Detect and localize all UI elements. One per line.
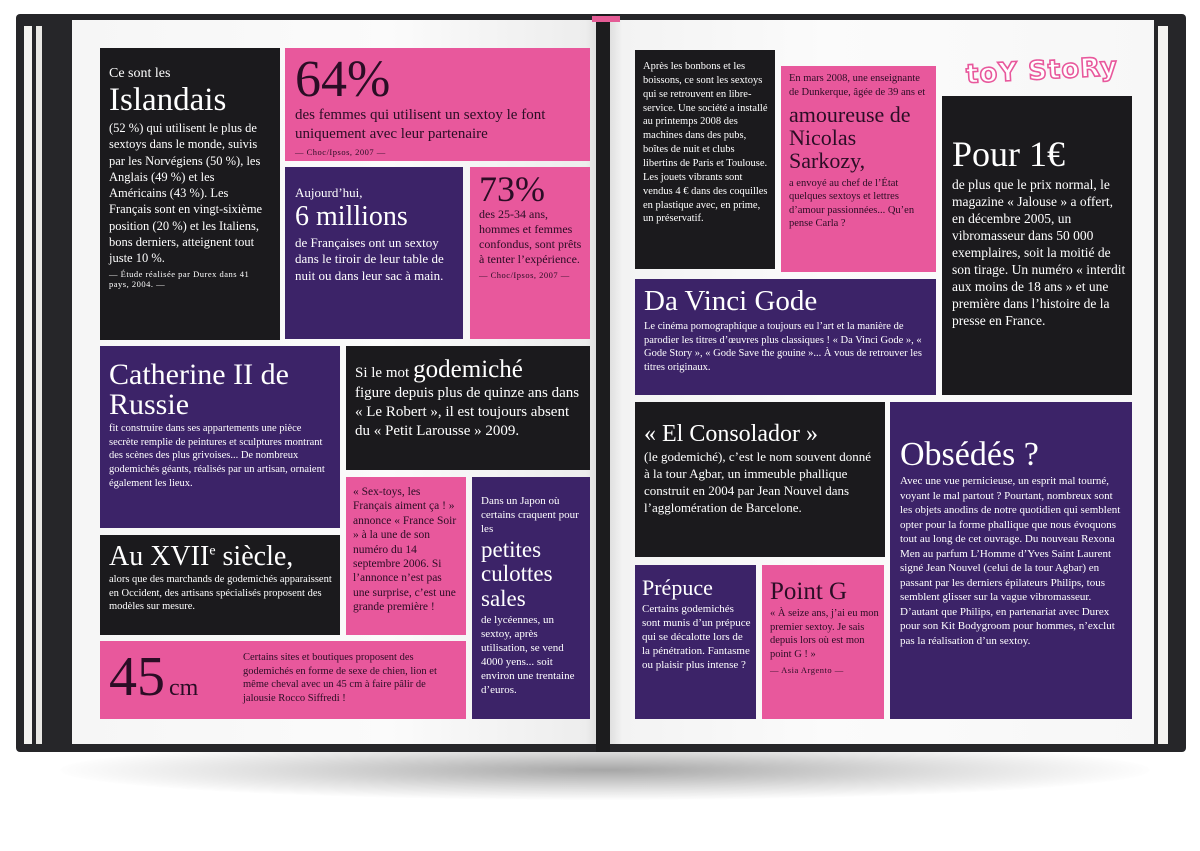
consolador-headline: « El Consolador » <box>644 421 818 447</box>
xvii-headline: Au XVII <box>109 541 210 572</box>
japon-box <box>472 477 590 719</box>
islandais-intro: Ce sont les <box>109 66 171 81</box>
islandais-body: (52 %) qui utilisent le plus de sextoys dans le monde, suivis par les Norvégiens (50 %), les Anglais (49 %) et les Américains (43 %). Les Français sont en vingt-sixième position (20 %) et les Italiens, bons derniers, atteignent tout juste 10 %. <box>109 121 263 265</box>
millions-body: de Françaises ont un sextoy dans le tiroir de leur table de nuit ou dans leur sac à main. <box>295 235 444 283</box>
consolador-body: (le godemiché), c’est le nom souvent donné à la tour Agbar, un immeuble phallique construit en 2004 par Jean Nouvel dans l’agglomération de Barcelone. <box>644 449 872 515</box>
japon-intro: Dans un Japon où certains craquent pour les <box>481 495 579 535</box>
japon-body: de lycéennes, un sextoy, après utilisation, se vend 4000 yens... soit environ une trentaine d’euros. <box>481 613 575 697</box>
davinci-headline: Da Vinci Gode <box>644 285 818 317</box>
un-euro-box <box>942 96 1132 395</box>
pointg-box <box>762 565 884 719</box>
cm-box <box>100 641 466 719</box>
millions-headline: 6 millions <box>295 201 408 232</box>
seventythree-body: des 25-34 ans, hommes et femmes confondus, sont prêts à tenter l’expérience. <box>479 207 582 266</box>
xvii-box <box>100 535 340 635</box>
godemiche-pre: Si le mot <box>355 365 410 381</box>
cm-body: Certains sites et boutiques proposent des godemichés en forme de sexe de chien, lion et même cheval avec un 45 cm à faire pâlir de jalousie Rocco Siffredi ! <box>243 652 437 704</box>
pointg-headline: Point G <box>770 578 848 605</box>
catherine-body: fit construire dans ses appartements une pièce secrète remplie de peintures et sculptures montrant des scènes des plus grivoises... De nombreux godemichés géants, réalisés par un artisan, ornaient également les lieux. <box>109 423 325 489</box>
xvii-body: alors que des marchands de godemichés apparaissent en Occident, des artisans spécialisés proposent des modèles sur mesure. <box>109 574 332 613</box>
japon-headline: petites culottes sales <box>481 537 553 611</box>
prepuce-box <box>635 565 756 719</box>
francesoir-box <box>346 477 466 635</box>
page-edges-right <box>1158 26 1168 744</box>
seventythree-figure: 73% <box>479 169 545 209</box>
pointg-body: « À seize ans, j’ai eu mon premier sextoy. Je sais depuis lors où est mon point G ! » <box>770 608 879 660</box>
consolador-box <box>635 402 885 557</box>
prepuce-body: Certains godemichés sont munis d’un prépuce qui se décalotte lors de la pénétration. Fantasme ou plaisir plus intense ? <box>642 603 751 672</box>
sarkozy-headline: amoureuse de Nicolas Sarkozy, <box>789 102 911 174</box>
godemiche-word: godemiché <box>413 356 523 383</box>
sixtyfour-box <box>285 48 590 161</box>
islandais-headline: Islandais <box>109 82 227 118</box>
catherine-headline: Catherine II de Russie <box>109 358 289 421</box>
godemiche-body: figure depuis plus de quinze ans dans « Le Robert », il est toujours absent du « Petit Larousse » 2009. <box>355 385 580 440</box>
godemiche-box <box>346 346 590 470</box>
page-edges-left-inner <box>36 26 42 744</box>
prepuce-headline: Prépuce <box>642 575 713 600</box>
pointg-source: — Asia Argento — <box>770 664 844 675</box>
obsedes-box <box>890 402 1132 719</box>
davinci-box <box>635 279 936 395</box>
millions-intro: Aujourd’hui, <box>295 185 363 200</box>
toy-story-logo: toY StoRy <box>965 52 1119 90</box>
millions-box <box>285 167 463 339</box>
davinci-body: Le cinéma pornographique a toujours eu l’art et la manière de parodier les titres d’œuvres plus classiques ! « Da Vinci Gode », « Gode Story », « Gode Save the gouine »... À vous de retrouver les titres originaux. <box>644 321 922 373</box>
cm-unit: cm <box>169 675 199 701</box>
sarkozy-box <box>781 66 936 272</box>
un-euro-headline: Pour 1€ <box>952 134 1066 174</box>
bookmark-ribbon <box>592 16 620 22</box>
sarkozy-body: a envoyé au chef de l’État quelques sextoys et lettres d’amour passionnées... Qu’en pense Carla ? <box>789 177 915 230</box>
obsedes-headline: Obsédés ? <box>900 436 1039 473</box>
seventythree-box <box>470 167 590 339</box>
seventythree-source: — Choc/Ipsos, 2007 — <box>479 270 570 280</box>
page-edges-left <box>24 26 32 744</box>
xvii-sup: e <box>209 543 216 559</box>
francesoir-body: « Sex-toys, les Français aiment ça ! » annonce « France Soir » à la une de son numéro du 14 septembre 2006. Si l’annonce n’est pas une surprise, c’est une grande première ! <box>353 486 457 613</box>
cm-number: 45 <box>109 646 165 708</box>
sarkozy-intro: En mars 2008, une enseignante de Dunkerque, âgée de 39 ans et <box>789 73 926 98</box>
sixtyfour-body: des femmes qui utilisent un sextoy le font uniquement avec leur partenaire <box>295 107 546 142</box>
sixtyfour-figure: 64% <box>295 51 391 108</box>
bonbons-body: Après les bonbons et les boissons, ce sont les sextoys qui se retrouvent en libre-service. Une société a installé au printemps 2008 des machines dans des pubs, boîtes de nuit et clubs libertins de Paris et Toulouse. Les jouets vibrants sont vendus 4 € dans des coquilles en plastique avec, en prime, un préservatif. <box>643 61 768 225</box>
obsedes-body: Avec une vue pernicieuse, un esprit mal tourné, voyant le mal partout ? Pourtant, nombreux sont les objets anodins de notre quotidien qui semblent opter pour la forme phallique que nous évoquons tout au long de cet ouvrage. Du nouveau Rexona Men au parfum L’Homme d’Yves Saint Laurent signé Jean Nouvel (celui de la tour Agbar) en passant par les derniers épilateurs Philips, tous semblent glisser sur la vague vibromasseur. D’autant que Philips, en partenariat avec Durex pour son Kit Bodygroom pour hommes, n’exclut pas la réalisation d’un sextoy. <box>900 475 1121 647</box>
bonbons-box <box>635 50 775 269</box>
sixtyfour-source: — Choc/Ipsos, 2007 — <box>295 146 386 157</box>
xvii-headline-2: siècle, <box>215 541 294 572</box>
islandais-box <box>100 48 280 340</box>
catherine-box <box>100 346 340 528</box>
islandais-source: — Étude réalisée par Durex dans 41 pays, 2004. — <box>109 269 250 290</box>
book-spine <box>596 14 610 752</box>
un-euro-body: de plus que le prix normal, le magazine « Jalouse » a offert, en décembre 2005, un vibromasseur dans 50 000 exemplaires, soit la moitié de son tirage. Un numéro « interdit aux moins de 18 ans » et une première dans l’histoire de la presse en France. <box>952 177 1126 328</box>
